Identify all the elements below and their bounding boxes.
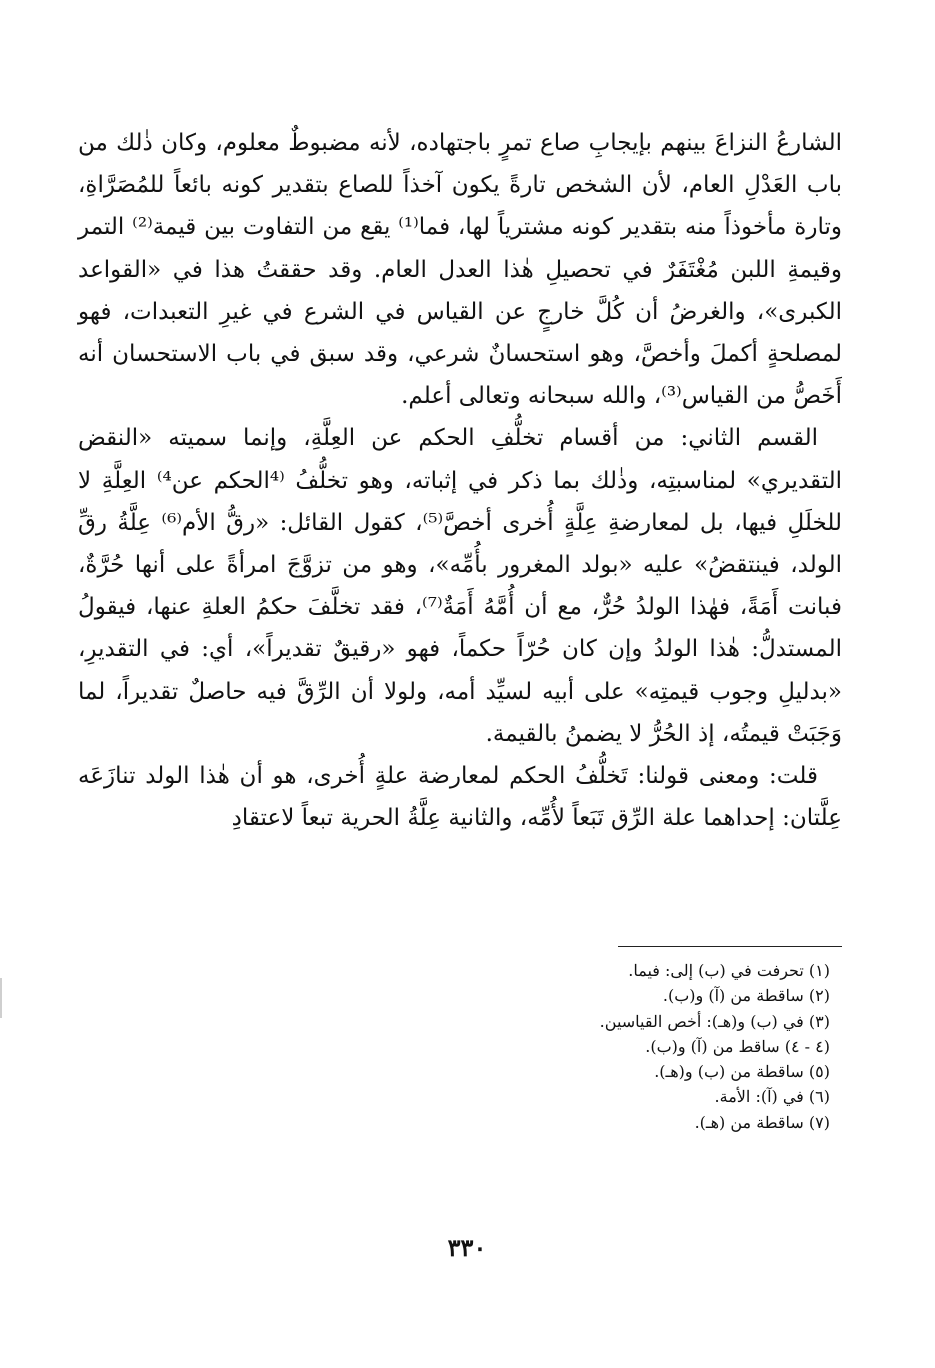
footnote-1: (١) تحرفت في (ب) إلى: فيما. [628, 961, 830, 980]
paragraph-2: القسم الثاني: من أقسام تخلُّفِ الحكم عن العِلَّةِ، وإنما سميته «النقض التقديري» لمناسبتِه، وذٰلك بما ذكر في إثباته، وهو تخلُّفُ ⁽⁴الحكم عن⁴⁾ العِلَّةِ لا للخلَلِ فيها، بل لمعارضةِ عِلَّةٍ أُخرى أخصَّ⁽⁵⁾، كقول القائل: «رقُّ الأم⁽⁶⁾ عِلَّةُ رقِّ الولد، فينتقضُ» عليه «بولد المغرور بأُمِّه»، وهو من تزوَّجَ امرأةً على أنها حُرَّةٌ، فبانت أَمَةً، فهٰذا الولدُ حُرٌّ، مع أن أُمَّهُ أَمَةٌ⁽⁷⁾، فقد تخلَّفَ حكمُ العلةِ عنها، فيقولُ المستدلُّ: هٰذا الولدُ وإن كان حُرّاً حكماً، فهو «رقيقٌ تقديراً»، أي: في التقديرِ، «بدليلِ وجوب قيمتِه» على أبيه لسيِّد أمه، ولولا أن الرِّقَّ فيه حاصلٌ تقديراً، لما وَجَبَتْ قيمتُه، إذ الحُرُّ لا يضمنُ بالقيمة. [78, 425, 843, 747]
footnote-separator [618, 946, 842, 947]
footnote-7: (٧) ساقطة من (هـ). [694, 1112, 830, 1132]
footnote-5: (٥) ساقطة من (ب) و(هـ). [654, 1062, 830, 1082]
page-number: ٣٣٠ [447, 1233, 487, 1262]
footnote-6: (٦) في (آ): الأمة. [714, 1087, 830, 1107]
footnote-3: (٣) في (ب) و(هـ): أخص القياسين. [599, 1011, 830, 1031]
footnote-2: (٢) ساقطة من (آ) و(ب). [662, 986, 830, 1006]
footnote-4: (٤ - ٤) ساقط من (آ) و(ب). [645, 1036, 830, 1056]
paragraph-3: قلت: ومعنى قولنا: تَخلُّفُ الحكم لمعارضة علةٍ أُخرى، هو أن هٰذا الولد تنازَعَه عِلَّتان: إحداهما علة الرِّق تَبَعاً لأُمِّه، والثانية عِلَّةُ الحرية تبعاً لاعتقادِ [78, 763, 842, 832]
scan-edge-mark [0, 978, 2, 1018]
paragraph-1: الشارعُ النزاعَ بينهم بإيجابِ صاع تمرٍ باجتهاده، لأنه مضبوطٌ معلوم، وكان ذٰلك من باب العَدْلِ العام، لأن الشخص تارةً يكون آخذاً للصاع بتقدير كونه بائعاً للمُصَرَّاةِ، وتارة مأخوذاً منه بتقدير كونه مشترياً لها، فما⁽¹⁾ يقع من التفاوت بين قيمة⁽²⁾ التمر وقيمةِ اللبن مُغْتَفَرٌ في تحصيلِ هٰذا العدل العام. وقد حققتُ هذا في «القواعد الكبرى»، والغرضُ أن كُلَّ خارجٍ عن القياس في الشرع في غيرِ التعبدات، فهو لمصلحةٍ أكملَ وأخصَّ، وهو استحسانٌ شرعي، وقد سبق في باب الاستحسان أنه أَخَصُّ من القياس⁽³⁾، والله سبحانه وتعالى أعلم. [78, 130, 842, 410]
main-text [78, 122, 842, 839]
footnotes [380, 958, 830, 1135]
